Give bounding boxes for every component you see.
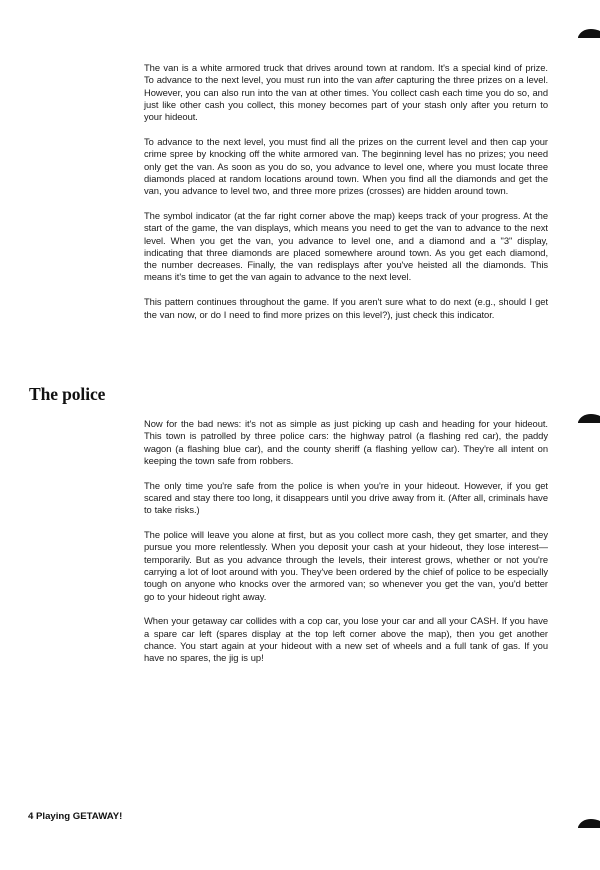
binder-tab-top-icon <box>576 26 600 38</box>
binder-tab-bottom-icon <box>576 816 600 828</box>
paragraph-van-text-a: The van is a white armored truck that drives around town at random. It's a special kind of prize. To advance to the next level, you must run into the van <box>144 62 548 86</box>
paragraph-collision: When your getaway car collides with a cop car, you lose your car and all your CASH. If you have a spare car left (spares display at the top left corner above the map), then you get another chance. You start again at your hideout with a new set of wheels and a full tank of gas. If you have no spares, the jig is up! <box>144 615 548 664</box>
paragraph-van-emphasis: after <box>375 74 394 86</box>
binder-tab-middle-icon <box>576 411 600 423</box>
paragraph-safe-hideout: The only time you're safe from the police is when you're in your hideout. However, if you get scared and stay there too long, it disappears until you drive away from it. (After all, criminals have to take risks.) <box>144 479 548 516</box>
paragraph-van <box>144 62 548 123</box>
police-section <box>144 418 548 665</box>
section-heading-police: The police <box>29 384 106 404</box>
paragraph-bad-news: Now for the bad news: it's not as simple as just picking up cash and heading for your hideout. This town is patrolled by three police cars: the highway patrol (a flashing red car), the paddy wagon (a flashing blue car), and the county sheriff (a flashing yellow car). They're all intent on keeping the town safe from robbers. <box>144 418 548 466</box>
paragraph-van-text-b: capturing the three prizes on a level. However, you can also run into the van at other times. You collect cash each time you do so, and just like other cash you collect, this money becomes part of your stash only after you return to your hideout. <box>144 74 548 123</box>
paragraph-pattern: This pattern continues throughout the game. If you aren't sure what to do next (e.g., should I get the van now, or do I need to find more prizes on this level?), just check this indicator. <box>144 296 548 320</box>
paragraph-police-pursuit: The police will leave you alone at first, but as you collect more cash, they get smarter, and they pursue you more relentlessly. When you deposit your cash at your hideout, they lose interest—temporarily. But as you advance through the levels, their interest grows, whether or not you're carrying a lot of loot around with you. They've been ordered by the chief of police to be especially tough on anyone who knocks over the armored van; so whenever you get the van, you'd better go to your hideout right away. <box>144 529 548 602</box>
paragraph-advance-level: To advance to the next level, you must find all the prizes on the current level and then cap your crime spree by knocking off the white armored van. The beginning level has no prizes; you need only get the van. As soon as you do so, you advance to level one, where you must locate three diamonds placed at random locations around town. When you find all the diamonds and get the van, you advance to level two, and three more prizes (crosses) are hidden around town. <box>144 135 548 197</box>
paragraph-symbol-indicator: The symbol indicator (at the far right corner above the map) keeps track of your progress. At the start of the game, the van displays, which means you need to get the van to advance to the next level. When you get the van, you advance to level one, and a diamond and a "3" display, indicating that three diamonds are placed somewhere around town. As you get each diamond, the number decreases. Finally, the van redisplays after you've heisted all the diamonds. This means it's time to get the van again to advance to the next level. <box>144 209 548 283</box>
intro-section <box>144 62 548 321</box>
page-footer: 4 Playing GETAWAY! <box>28 811 123 822</box>
